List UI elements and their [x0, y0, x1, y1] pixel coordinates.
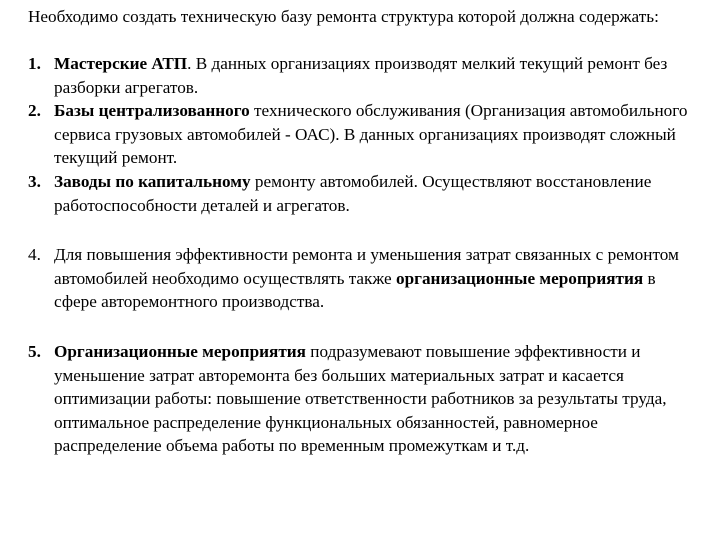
- intro-paragraph: Необходимо создать техническую базу ремонта структура которой должна содержать:: [28, 7, 659, 26]
- item-text: [28, 52, 698, 99]
- item-number: 5.: [28, 342, 41, 361]
- item-number: 2.: [28, 101, 41, 120]
- item-pre-text: Для повышения эффективности ремонта и уменьшения затрат связанных с ремонтом автомобилей необходимо осуществлять также: [54, 245, 679, 288]
- item-rest-text: технического обслуживания (Организация автомобильного сервиса грузовых автомобилей - ОАС). В данных организациях производят сложный текущий ремонт.: [54, 101, 688, 168]
- list-item-2: [28, 99, 698, 170]
- item-bold-term: Мастерские АТП: [54, 54, 188, 73]
- list-item-1: [28, 52, 698, 99]
- item-text: [28, 243, 698, 314]
- list-item-4: [28, 243, 698, 314]
- item-rest-text: подразумевают повышение эффективности и уменьшение затрат авторемонта без больших материальных затрат и касается оптимизации работы: повышение ответственности работников за результаты труда, оптимальное распределение функциональных обязанностей, равномерное распределение объема работы по временным промежуткам и т.д.: [54, 342, 667, 456]
- item-bold-term: Организационные мероприятия: [54, 342, 306, 361]
- item-bold-term: Базы централизованного: [54, 101, 250, 120]
- list-item-3: [28, 170, 698, 217]
- item-bold-term: Заводы по капитальному: [54, 172, 251, 191]
- item-rest-text: . В данных организациях производят мелкий текущий ремонт без разборки агрегатов.: [54, 54, 668, 97]
- item-rest-text: в сфере авторемонтного производства.: [54, 268, 656, 312]
- list-item-5: [28, 340, 698, 458]
- item-number: 1.: [28, 54, 41, 73]
- item-text: [28, 99, 698, 170]
- item-text: [28, 170, 698, 217]
- item-bold-term: организационные мероприятия: [395, 268, 644, 288]
- item-number: 3.: [28, 172, 41, 191]
- item-rest-text: ремонту автомобилей. Осуществляют восстановление работоспособности деталей и агрегатов.: [54, 172, 652, 215]
- item-number: 4.: [28, 245, 41, 264]
- item-text: [28, 340, 698, 458]
